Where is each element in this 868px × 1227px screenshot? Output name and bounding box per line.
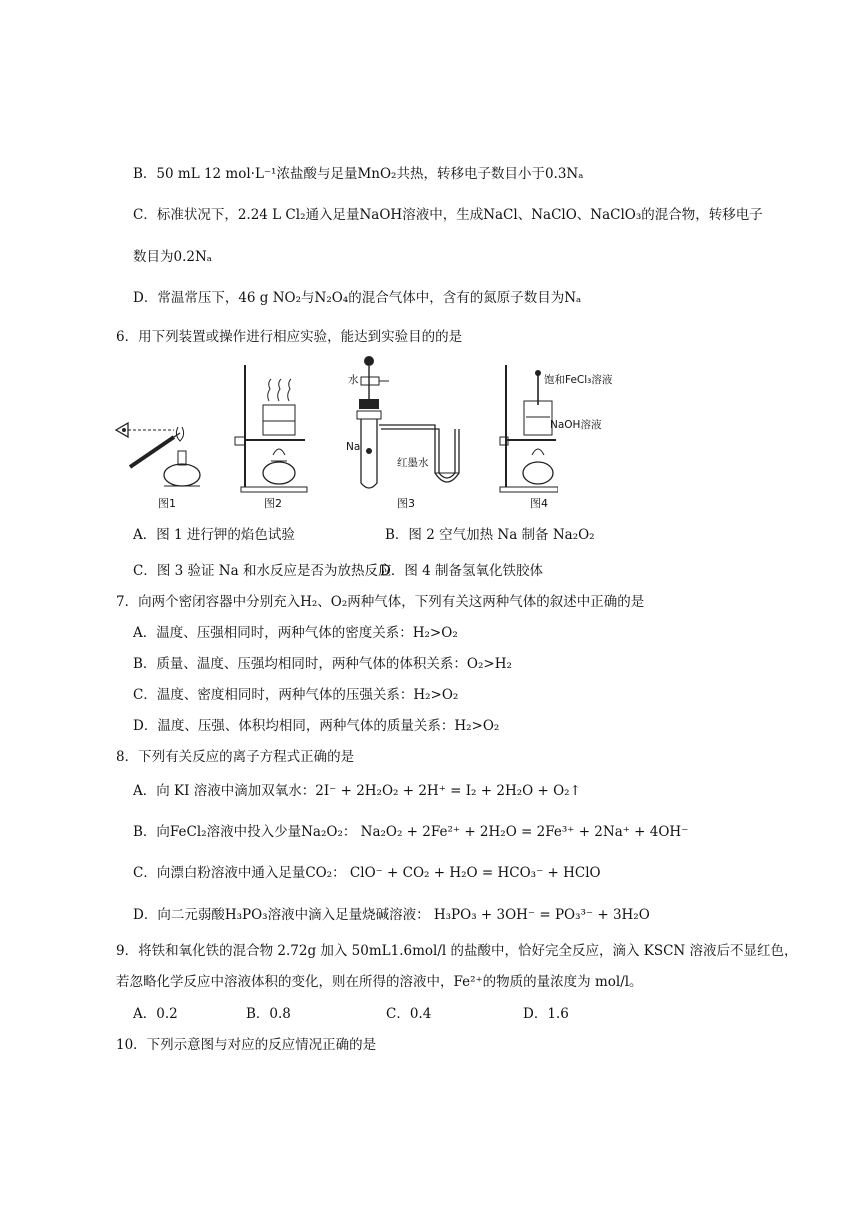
fig3-na-label: Na [346,441,361,453]
q9-option-b: B．0.8 [246,1006,291,1022]
fig2-caption: 图2 [264,497,282,510]
fig4-naoh-label: NaOH溶液 [550,419,602,431]
q7-option-c: C．温度、密度相同时，两种气体的压强关系：H₂>O₂ [133,687,459,703]
q6-figures [112,355,632,515]
q6-option-c: C．图 3 验证 Na 和水反应是否为放热反应 [133,563,392,579]
q7-option-d: D．温度、压强、体积均相同，两种气体的质量关系：H₂>O₂ [133,718,500,734]
q5-option-c-line2: 数目为0.2Nₐ [133,249,212,265]
q8-stem: 8．下列有关反应的离子方程式正确的是 [116,749,355,765]
q5-option-d: D．常温常压下，46 g NO₂与N₂O₄的混合气体中，含有的氮原子数目为Nₐ [133,290,582,306]
q9-stem-line1: 9．将铁和氧化铁的混合物 2.72g 加入 50mL1.6mol/l 的盐酸中，恰好完全反应，滴入 KSCN 溶液后不显红色， [116,943,798,959]
q7-option-b: B．质量、温度、压强均相同时，两种气体的体积关系：O₂>H₂ [133,656,512,672]
q8-option-a: A．向 KI 溶液中滴加双氧水：2I⁻ + 2H₂O₂ + 2H⁺ = I₂ + 2H₂O + O₂↑ [133,783,581,799]
fig2-heating-diagram [227,365,317,495]
q7-option-a: A．温度、压强相同时，两种气体的密度关系：H₂>O₂ [133,625,458,641]
fig4-caption: 图4 [530,497,548,510]
q8-option-d: D．向二元弱酸H₃PO₃溶液中滴入足量烧碱溶液： H₃PO₃ + 3OH⁻ = PO₃³⁻ + 3H₂O [133,907,650,923]
q6-option-a: A．图 1 进行钾的焰色试验 [133,527,295,543]
fig3-red-ink-label: 红墨水 [397,457,429,469]
q10-stem: 10．下列示意图与对应的反应情况正确的是 [116,1037,377,1053]
q5-option-b: B．50 mL 12 mol·L⁻¹浓盐酸与足量MnO₂共热，转移电子数目小于0.3Nₐ [133,166,584,182]
q9-stem-line2: 若忽略化学反应中溶液体积的变化，则在所得的溶液中，Fe²⁺的物质的量浓度为 mol/l。 [116,974,643,990]
fig1-caption: 图1 [158,497,176,510]
q5-option-c-line1: C．标准状况下，2.24 L Cl₂通入足量NaOH溶液中，生成NaCl、NaClO、NaClO₃的混合物，转移电子 [133,207,763,223]
q6-option-b: B．图 2 空气加热 Na 制备 Na₂O₂ [385,527,595,543]
q7-stem: 7．向两个密闭容器中分别充入H₂、O₂两种气体，下列有关这两种气体的叙述中正确的是 [116,594,645,610]
q6-option-d: D．图 4 制备氢氧化铁胶体 [380,563,543,579]
q8-option-b: B．向FeCl₂溶液中投入少量Na₂O₂： Na₂O₂ + 2Fe²⁺ + 2H₂O = 2Fe³⁺ + 2Na⁺ + 4OH⁻ [133,824,689,840]
q9-option-c: C．0.4 [386,1006,432,1022]
q6-stem: 6．用下列装置或操作进行相应实验，能达到实验目的的是 [116,329,463,345]
q8-option-c: C．向漂白粉溶液中通入足量CO₂： ClO⁻ + CO₂ + H₂O = HCO₃⁻ + HClO [133,865,601,881]
q9-option-a: A．0.2 [133,1006,178,1022]
fig1-flame-test-diagram [112,405,202,495]
fig3-water-label: 水 [348,374,359,386]
q9-option-d: D．1.6 [523,1006,569,1022]
fig4-fecl3-label: 饱和FeCl₃溶液 [544,374,613,386]
fig3-caption: 图3 [397,497,415,510]
